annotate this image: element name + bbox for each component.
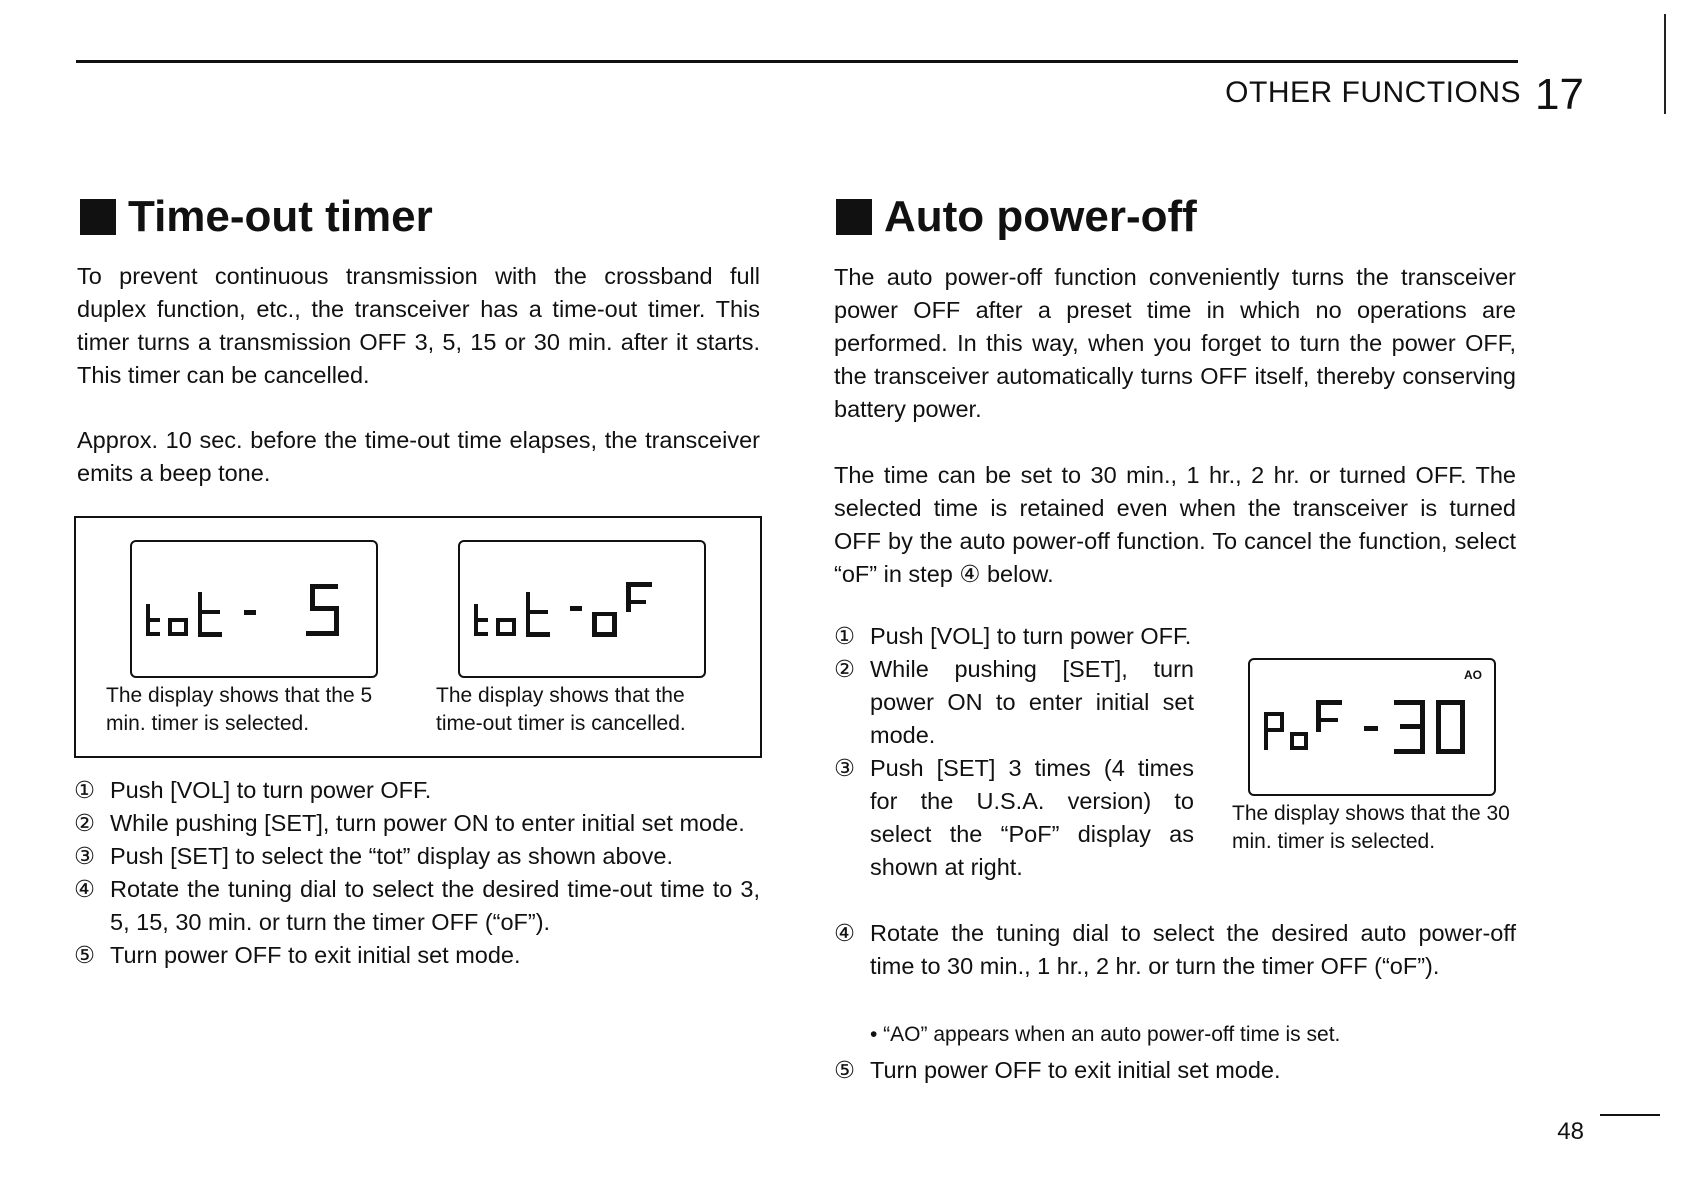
step-text: Rotate the tuning dial to select the desired auto power-off time to 30 min., 1 hr., 2 hr. or turn the timer OFF (“oF”). bbox=[870, 920, 1516, 979]
lcd-segments bbox=[460, 542, 704, 676]
heading-text: Auto power-off bbox=[884, 192, 1197, 241]
step-item bbox=[74, 840, 760, 873]
step-number: ③ bbox=[74, 843, 96, 869]
step-item bbox=[74, 807, 760, 840]
time-out-intro: To prevent continuous transmission with the crossband full duplex function, etc., the transceiver has a time-out timer. This timer turns a transmission OFF 3, 5, 15 or 30 min. after it starts. This timer can be cancelled. bbox=[77, 263, 760, 388]
step-item bbox=[834, 620, 1194, 653]
lcd-segments bbox=[1250, 660, 1494, 794]
step-text: While pushing [SET], turn power ON to enter initial set mode. bbox=[870, 656, 1194, 748]
auto-power-off-steps-c bbox=[834, 1054, 1516, 1087]
lcd-caption-3: The display shows that the 30 min. timer is selected. bbox=[1232, 802, 1510, 853]
display-figure-panel bbox=[74, 516, 762, 758]
heading-text: Time-out timer bbox=[128, 192, 433, 241]
step-text: Push [SET] to select the “tot” display as shown above. bbox=[110, 843, 673, 869]
section-heading-auto-power-off bbox=[836, 192, 1197, 242]
step-text: Rotate the tuning dial to select the desired time-out time to 3, 5, 15, 30 min. or turn the timer OFF (“oF”). bbox=[110, 876, 760, 935]
step-item bbox=[834, 752, 1194, 884]
step-number: ⑤ bbox=[834, 1057, 856, 1083]
lcd-display-tot-5 bbox=[130, 540, 378, 678]
step-number: ④ bbox=[834, 920, 856, 946]
step-text: Push [VOL] to turn power OFF. bbox=[110, 777, 432, 803]
lcd-segments bbox=[132, 542, 376, 676]
step-number: ⑤ bbox=[74, 942, 96, 968]
page-number-rule bbox=[1600, 1114, 1660, 1116]
step-text: While pushing [SET], turn power ON to enter initial set mode. bbox=[110, 810, 745, 836]
heading-square-icon bbox=[836, 199, 872, 235]
step-number: ① bbox=[834, 623, 856, 649]
ao-indicator: AO bbox=[1464, 668, 1482, 682]
step-text: Turn power OFF to exit initial set mode. bbox=[870, 1057, 1281, 1083]
step-item bbox=[834, 917, 1516, 983]
section-heading-time-out-timer bbox=[80, 192, 433, 242]
chapter-title: OTHER FUNCTIONS bbox=[1225, 76, 1521, 109]
time-out-steps bbox=[74, 774, 760, 972]
header-rule bbox=[76, 60, 1518, 63]
lcd-caption-2: The display shows that the time-out timer is cancelled. bbox=[436, 684, 686, 735]
step-number: ② bbox=[74, 810, 96, 836]
step-item bbox=[74, 873, 760, 939]
chapter-number: 17 bbox=[1535, 70, 1584, 119]
step-item bbox=[834, 653, 1194, 752]
step-number: ④ bbox=[74, 876, 96, 902]
step-text: Turn power OFF to exit initial set mode. bbox=[110, 942, 521, 968]
auto-power-off-steps-a bbox=[834, 620, 1194, 884]
lcd-display-pof-30 bbox=[1248, 658, 1496, 796]
step-item bbox=[834, 1054, 1516, 1087]
time-out-beep-note: Approx. 10 sec. before the time-out time elapses, the transceiver emits a beep tone. bbox=[77, 427, 760, 486]
heading-square-icon bbox=[80, 199, 116, 235]
step-item bbox=[74, 774, 760, 807]
step-number: ② bbox=[834, 656, 856, 682]
ao-note: • “AO” appears when an auto power-off time is set. bbox=[870, 1023, 1341, 1046]
step-number: ① bbox=[74, 777, 96, 803]
auto-power-off-steps-b bbox=[834, 917, 1516, 983]
lcd-display-tot-of bbox=[458, 540, 706, 678]
page-number: 48 bbox=[1557, 1118, 1584, 1145]
step-text: Push [VOL] to turn power OFF. bbox=[870, 623, 1192, 649]
page-edge-rule bbox=[1664, 14, 1666, 114]
step-number: ③ bbox=[834, 755, 856, 781]
step-text: Push [SET] 3 times (4 times for the U.S.A. version) to select the “PoF” display as shown at right. bbox=[870, 755, 1194, 880]
auto-power-off-intro: The auto power-off function conveniently turns the transceiver power OFF after a preset time in which no operations are performed. In this way, when you forget to turn the power OFF, the transceiver automatically turns OFF itself, thereby conserving battery power. bbox=[834, 264, 1516, 422]
lcd-caption-1: The display shows that the 5 min. timer is selected. bbox=[106, 684, 373, 735]
auto-power-off-time-info: The time can be set to 30 min., 1 hr., 2 hr. or turned OFF. The selected time is retained even when the transceiver is turned OFF by the auto power-off function. To cancel the function, select “oF” in step ④ below. bbox=[834, 462, 1516, 587]
step-item bbox=[74, 939, 760, 972]
